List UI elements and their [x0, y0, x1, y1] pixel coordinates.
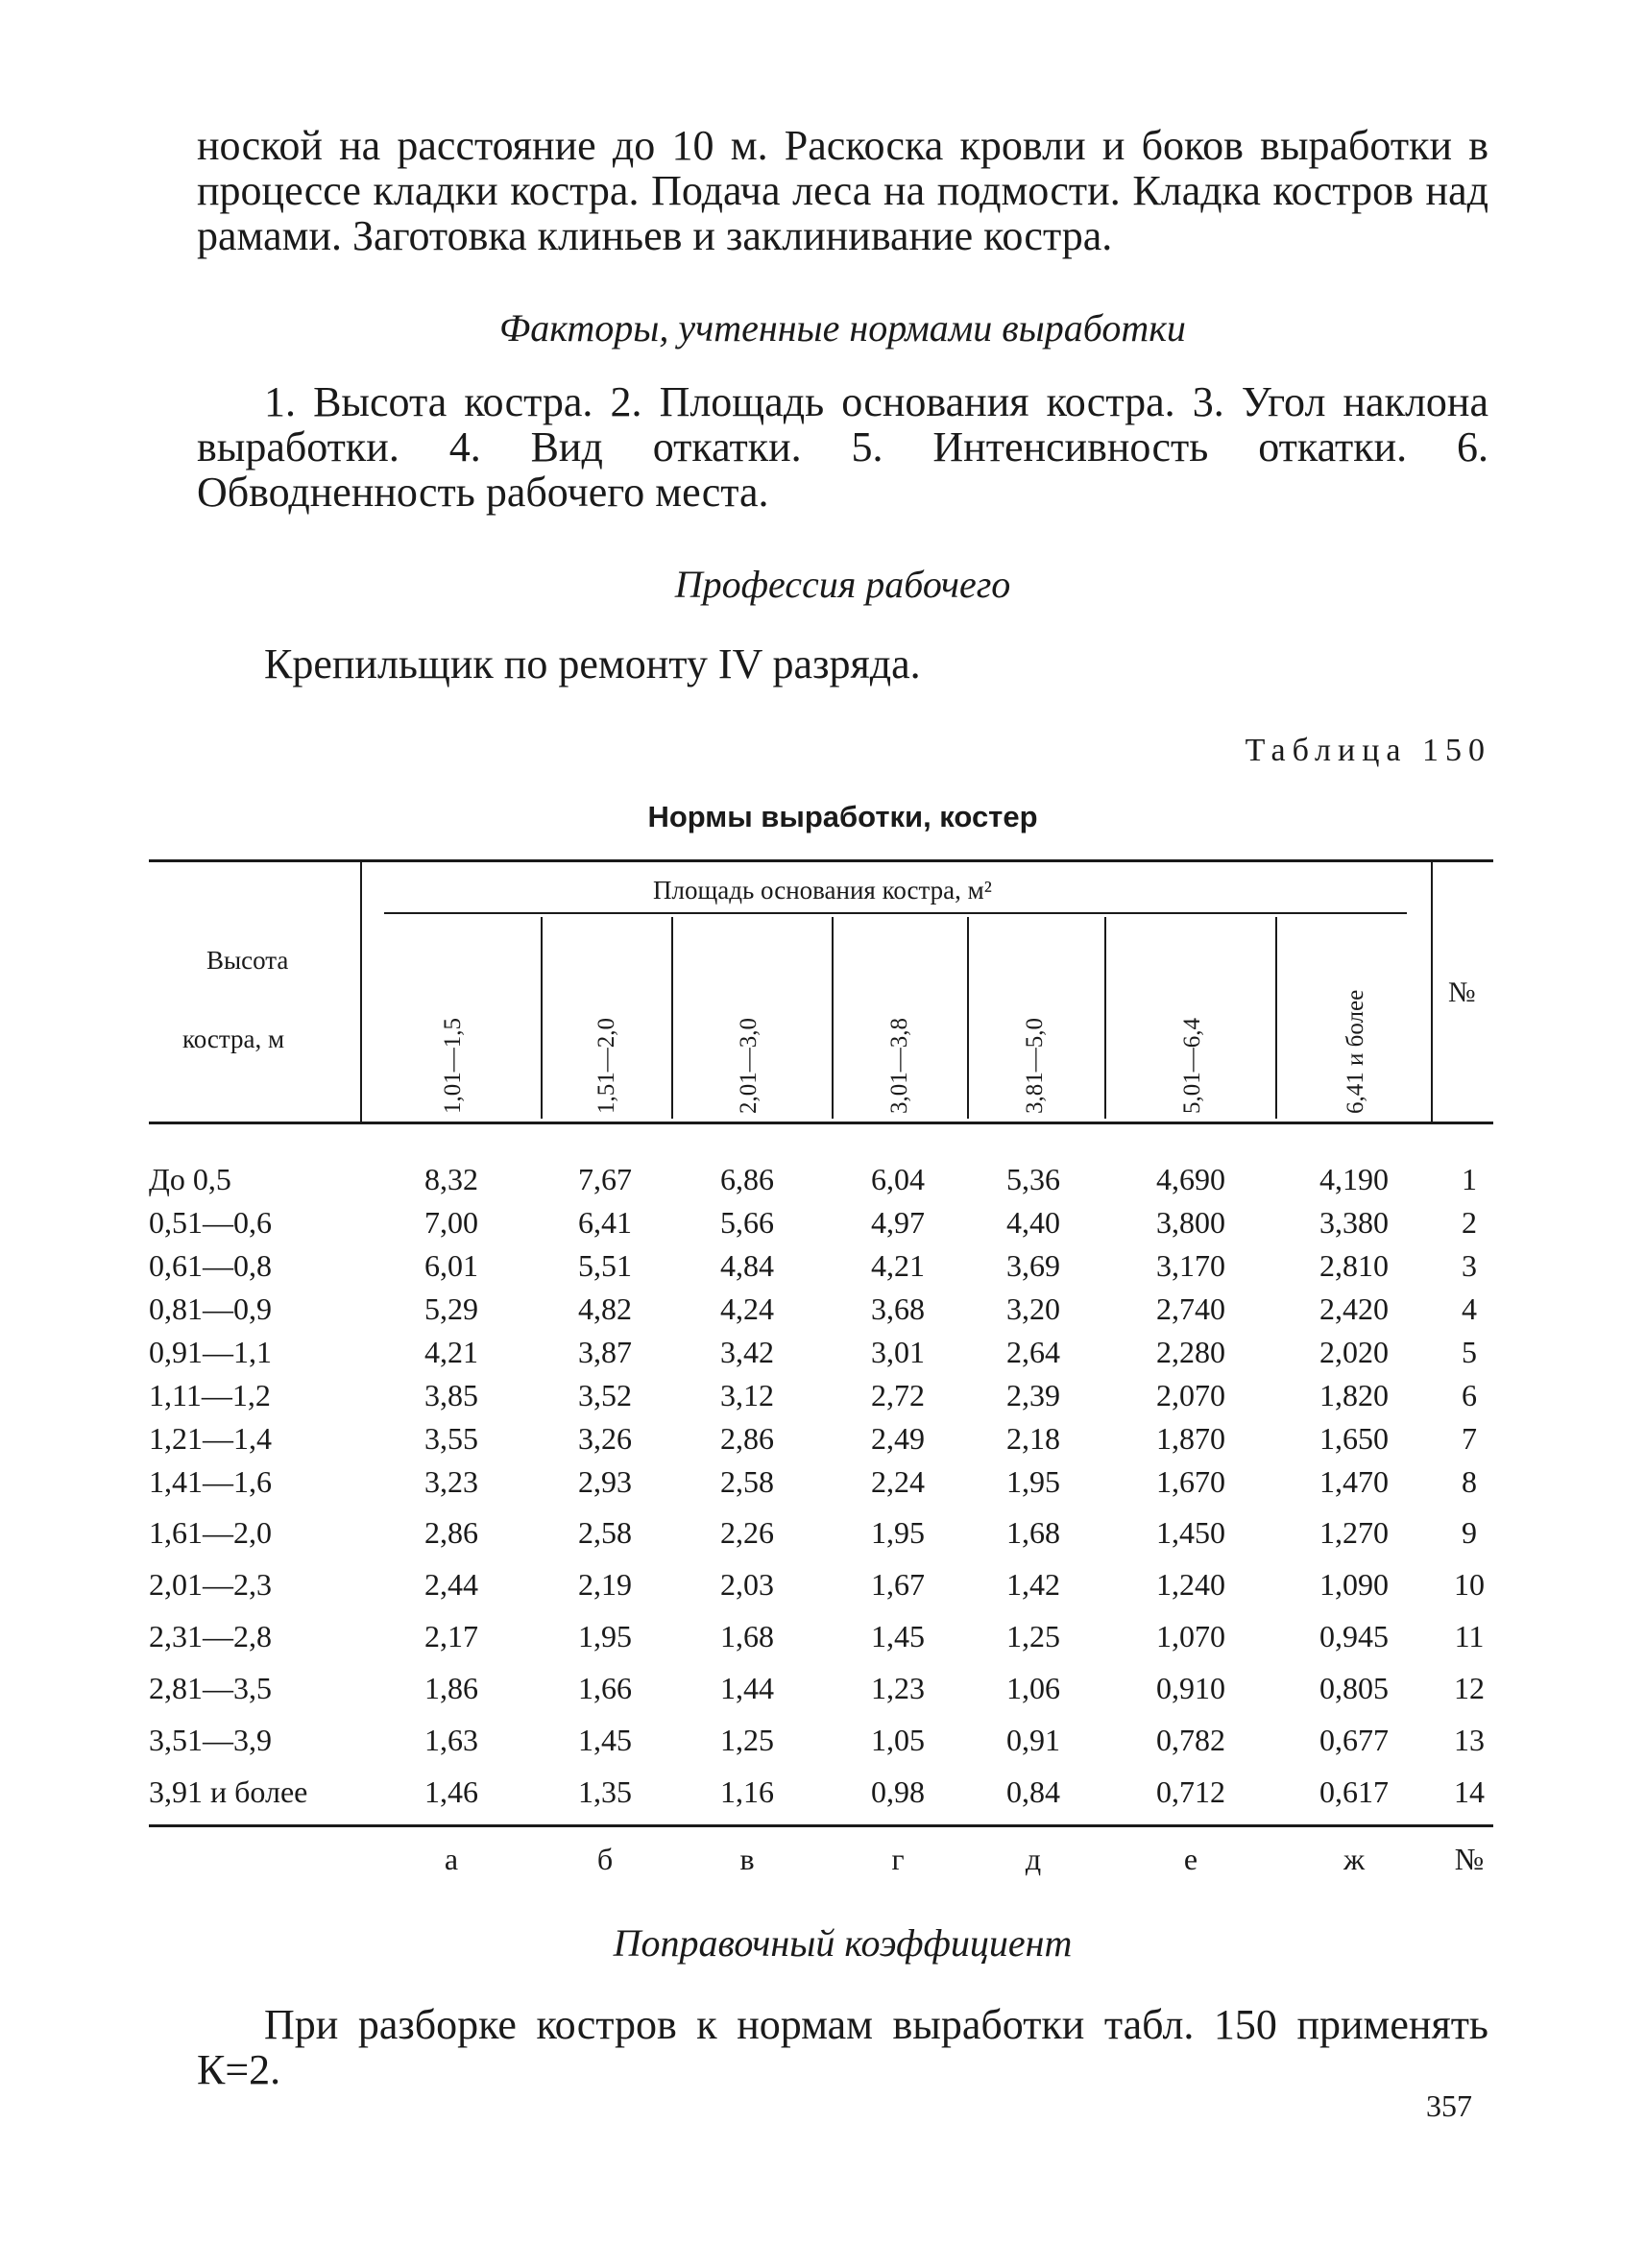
row-number: 13	[1454, 1723, 1485, 1757]
row-number: 10	[1454, 1567, 1485, 1602]
table-cell: 3,42	[720, 1335, 774, 1369]
table-cell: 1,45	[871, 1619, 925, 1653]
coefficient-paragraph: При разборке костров к нормам выработки табл. 150 применять К=2.	[197, 2001, 1488, 2093]
column-footer-letter: №	[1454, 1842, 1485, 1876]
col-sep-6	[1275, 917, 1277, 1119]
table-cell: 2,86	[424, 1515, 478, 1550]
row-height-label: 3,51—3,9	[149, 1723, 272, 1757]
table-cell: 2,93	[578, 1464, 632, 1499]
table-cell: 3,87	[578, 1335, 632, 1369]
table-cell: 0,84	[1006, 1774, 1060, 1809]
table-cell: 1,45	[578, 1723, 632, 1757]
table-cell: 3,68	[871, 1291, 925, 1326]
table-cell: 0,910	[1156, 1671, 1225, 1705]
table-cell: 3,170	[1156, 1248, 1225, 1283]
table-cell: 4,190	[1319, 1162, 1389, 1196]
table-cell: 4,24	[720, 1291, 774, 1326]
table-cell: 2,280	[1156, 1335, 1225, 1369]
row-height-label: 2,31—2,8	[149, 1619, 272, 1653]
table-cell: 1,95	[578, 1619, 632, 1653]
table-cell: 4,40	[1006, 1205, 1060, 1240]
table-cell: 3,23	[424, 1464, 478, 1499]
table-cell: 2,810	[1319, 1248, 1389, 1283]
row-number: 8	[1462, 1464, 1477, 1499]
table-cell: 1,68	[1006, 1515, 1060, 1550]
area-header-rule	[384, 912, 1407, 914]
table-cell: 2,18	[1006, 1421, 1060, 1456]
table-cell: 1,63	[424, 1723, 478, 1757]
table-cell: 1,44	[720, 1671, 774, 1705]
table-title: Нормы выработки, костер	[647, 800, 1038, 833]
row-height-label: До 0,5	[149, 1162, 231, 1196]
table-cell: 8,32	[424, 1162, 478, 1196]
row-height-label: 1,61—2,0	[149, 1515, 272, 1550]
table-cell: 0,945	[1319, 1619, 1389, 1653]
heading-coefficient: Поправочный коэффициент	[613, 1921, 1073, 1965]
table-cell: 5,51	[578, 1248, 632, 1283]
table-cell: 4,21	[424, 1335, 478, 1369]
table-cell: 1,820	[1319, 1378, 1389, 1412]
table-cell: 2,19	[578, 1567, 632, 1602]
row-number: 3	[1462, 1248, 1477, 1283]
table-cell: 2,740	[1156, 1291, 1225, 1326]
column-header-area: 5,01—6,4	[1179, 1018, 1205, 1114]
table-cell: 1,450	[1156, 1515, 1225, 1550]
row-height-label: 1,21—1,4	[149, 1421, 272, 1456]
table-cell: 1,25	[1006, 1619, 1060, 1653]
table-cell: 5,29	[424, 1291, 478, 1326]
table-cell: 0,91	[1006, 1723, 1060, 1757]
table-cell: 0,805	[1319, 1671, 1389, 1705]
table-cell: 2,44	[424, 1567, 478, 1602]
column-footer-letter: а	[444, 1842, 459, 1876]
intro-paragraph: ноской на расстояние до 10 м. Раскоска кровли и боков выработки в процессе кладки костра. Подача леса на подмости. Кладка костров над рамами. Заготовка клиньев и заклинивание костра.	[197, 122, 1488, 259]
table-cell: 2,39	[1006, 1378, 1060, 1412]
row-number: 2	[1462, 1205, 1477, 1240]
table-cell: 1,670	[1156, 1464, 1225, 1499]
table-label: Таблица 150	[1245, 733, 1491, 768]
table-cell: 2,58	[720, 1464, 774, 1499]
table-cell: 3,55	[424, 1421, 478, 1456]
table-cell: 3,20	[1006, 1291, 1060, 1326]
table-cell: 4,690	[1156, 1162, 1225, 1196]
factors-paragraph: 1. Высота костра. 2. Площадь основания костра. 3. Угол наклона выработки. 4. Вид откатки. 5. Интенсивность откатки. 6. Обводненность рабочего места.	[197, 378, 1488, 516]
row-height-label: 0,81—0,9	[149, 1291, 272, 1326]
row-number: 7	[1462, 1421, 1477, 1456]
table-cell: 4,82	[578, 1291, 632, 1326]
table-cell: 2,49	[871, 1421, 925, 1456]
table-cell: 1,16	[720, 1774, 774, 1809]
table-bottom-rule	[149, 1824, 1493, 1827]
table-header-bottom-rule	[149, 1122, 1493, 1124]
header-separator-left	[360, 862, 362, 1122]
table-cell: 0,782	[1156, 1723, 1225, 1757]
table-cell: 1,270	[1319, 1515, 1389, 1550]
table-cell: 1,35	[578, 1774, 632, 1809]
table-cell: 2,72	[871, 1378, 925, 1412]
table-cell: 4,21	[871, 1248, 925, 1283]
column-header-area: 3,81—5,0	[1022, 1018, 1048, 1114]
table-cell: 1,06	[1006, 1671, 1060, 1705]
table-cell: 6,41	[578, 1205, 632, 1240]
row-height-label: 0,61—0,8	[149, 1248, 272, 1283]
area-header: Площадь основания костра, м²	[653, 876, 992, 905]
heading-factors: Факторы, учтенные нормами выработки	[499, 306, 1186, 350]
table-cell: 1,86	[424, 1671, 478, 1705]
table-top-rule	[149, 859, 1493, 862]
table-cell: 1,95	[1006, 1464, 1060, 1499]
row-height-label: 1,11—1,2	[149, 1378, 271, 1412]
row-number: 4	[1462, 1291, 1477, 1326]
table-cell: 6,04	[871, 1162, 925, 1196]
table-cell: 0,98	[871, 1774, 925, 1809]
row-height-label: 1,41—1,6	[149, 1464, 272, 1499]
table-cell: 5,66	[720, 1205, 774, 1240]
row-number: 9	[1462, 1515, 1477, 1550]
table-cell: 7,00	[424, 1205, 478, 1240]
column-footer-letter: ж	[1343, 1842, 1366, 1876]
table-cell: 2,03	[720, 1567, 774, 1602]
column-footer-letter: в	[739, 1842, 755, 1876]
column-footer-letter: г	[891, 1842, 905, 1876]
table-cell: 1,46	[424, 1774, 478, 1809]
table-cell: 3,26	[578, 1421, 632, 1456]
row-number: 5	[1462, 1335, 1477, 1369]
column-header-area: 6,41 и более	[1343, 989, 1368, 1114]
table-cell: 3,85	[424, 1378, 478, 1412]
table-cell: 0,712	[1156, 1774, 1225, 1809]
table-cell: 7,67	[578, 1162, 632, 1196]
col-sep-2	[671, 917, 673, 1119]
row-height-label: 3,91 и более	[149, 1774, 308, 1809]
col-sep-1	[541, 917, 543, 1119]
table-cell: 3,69	[1006, 1248, 1060, 1283]
table-cell: 1,650	[1319, 1421, 1389, 1456]
table-cell: 1,090	[1319, 1567, 1389, 1602]
table-cell: 2,64	[1006, 1335, 1060, 1369]
col-sep-4	[967, 917, 969, 1119]
table-cell: 0,677	[1319, 1723, 1389, 1757]
heading-profession: Профессия рабочего	[674, 563, 1011, 606]
table-cell: 3,01	[871, 1335, 925, 1369]
table-cell: 2,24	[871, 1464, 925, 1499]
table-cell: 3,12	[720, 1378, 774, 1412]
table-cell: 1,470	[1319, 1464, 1389, 1499]
row-number: 12	[1454, 1671, 1485, 1705]
row-number: 1	[1462, 1162, 1477, 1196]
table-cell: 2,26	[720, 1515, 774, 1550]
profession-text: Крепильщик по ремонту IV разряда.	[264, 640, 921, 688]
col-sep-3	[832, 917, 834, 1119]
table-cell: 5,36	[1006, 1162, 1060, 1196]
table-cell: 1,95	[871, 1515, 925, 1550]
table-cell: 1,870	[1156, 1421, 1225, 1456]
column-footer-letter: е	[1183, 1842, 1198, 1876]
height-header-line2: костра, м	[182, 1025, 285, 1053]
column-header-area: 1,51—2,0	[593, 1018, 619, 1114]
table-cell: 2,86	[720, 1421, 774, 1456]
table-cell: 1,66	[578, 1671, 632, 1705]
row-height-label: 2,81—3,5	[149, 1671, 272, 1705]
column-footer-letter: д	[1025, 1842, 1042, 1876]
table-cell: 2,58	[578, 1515, 632, 1550]
table-cell: 1,25	[720, 1723, 774, 1757]
table-cell: 1,070	[1156, 1619, 1225, 1653]
table-cell: 2,020	[1319, 1335, 1389, 1369]
row-height-label: 0,51—0,6	[149, 1205, 272, 1240]
table-cell: 1,68	[720, 1619, 774, 1653]
table-cell: 3,380	[1319, 1205, 1389, 1240]
table-cell: 1,67	[871, 1567, 925, 1602]
row-number: 14	[1454, 1774, 1485, 1809]
column-header-area: 1,01—1,5	[440, 1018, 466, 1114]
table-cell: 4,84	[720, 1248, 774, 1283]
table-cell: 1,05	[871, 1723, 925, 1757]
table-cell: 2,17	[424, 1619, 478, 1653]
column-header-area: 2,01—3,0	[736, 1018, 762, 1114]
column-footer-letter: б	[596, 1842, 614, 1876]
table-cell: 0,617	[1319, 1774, 1389, 1809]
column-header-area: 3,01—3,8	[886, 1018, 912, 1114]
num-header: №	[1448, 977, 1476, 1008]
table-cell: 3,800	[1156, 1205, 1225, 1240]
height-header-line1: Высота	[206, 946, 289, 975]
col-sep-5	[1104, 917, 1106, 1119]
table-cell: 1,42	[1006, 1567, 1060, 1602]
table-cell: 4,97	[871, 1205, 925, 1240]
row-number: 11	[1454, 1619, 1485, 1653]
table-cell: 6,01	[424, 1248, 478, 1283]
row-number: 6	[1462, 1378, 1477, 1412]
table-cell: 1,240	[1156, 1567, 1225, 1602]
row-height-label: 0,91—1,1	[149, 1335, 272, 1369]
row-height-label: 2,01—2,3	[149, 1567, 272, 1602]
table-cell: 2,420	[1319, 1291, 1389, 1326]
table-cell: 3,52	[578, 1378, 632, 1412]
table-cell: 1,23	[871, 1671, 925, 1705]
page-number: 357	[1426, 2088, 1472, 2123]
header-separator-right	[1431, 862, 1433, 1122]
table-cell: 6,86	[720, 1162, 774, 1196]
table-cell: 2,070	[1156, 1378, 1225, 1412]
